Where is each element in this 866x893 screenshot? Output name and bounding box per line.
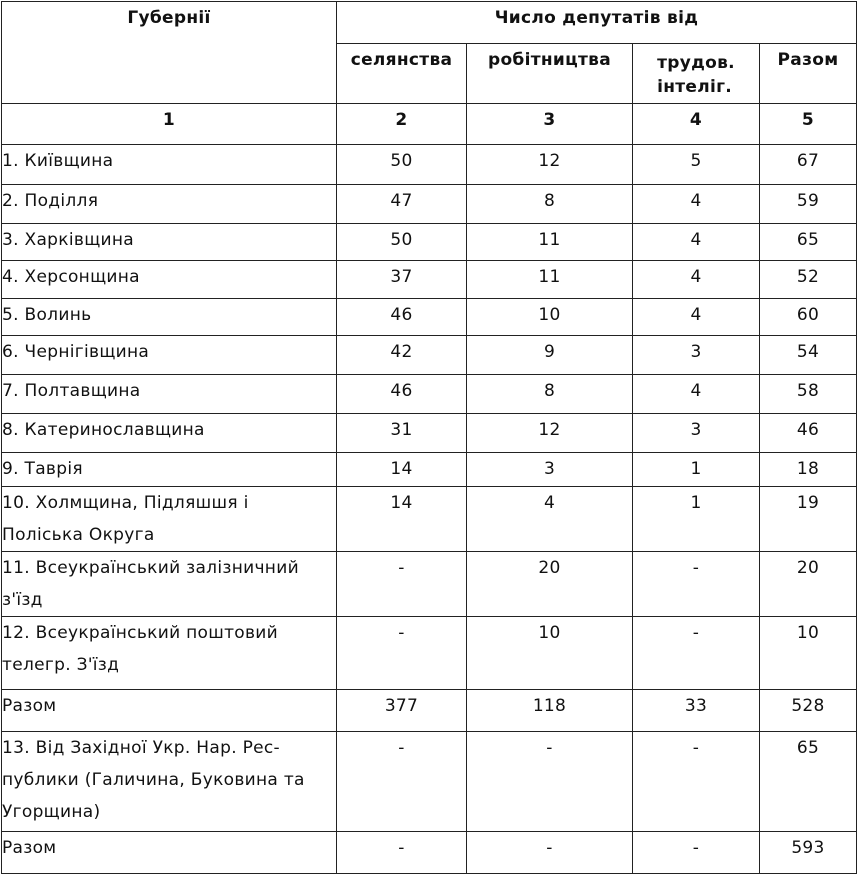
region-name-line: Угорщина) <box>2 802 101 822</box>
intel-value: 3 <box>633 414 760 453</box>
header-intel-line2: інтеліг. <box>657 77 733 97</box>
column-number: 2 <box>337 104 467 145</box>
region-name <box>2 732 337 832</box>
total-value: 528 <box>760 690 857 732</box>
total-value: 59 <box>760 185 857 224</box>
total-value: 60 <box>760 299 857 336</box>
total-value: 20 <box>760 552 857 617</box>
header-intel-line1: трудов. <box>657 53 735 73</box>
workers-value: 3 <box>467 453 633 487</box>
table-row <box>2 414 857 453</box>
intel-value: 5 <box>633 145 760 185</box>
region-name: 4. Херсонщина <box>2 261 337 299</box>
table-row <box>2 336 857 375</box>
table-row <box>2 185 857 224</box>
total-value: 46 <box>760 414 857 453</box>
column-number: 1 <box>2 104 337 145</box>
total-value: 10 <box>760 617 857 690</box>
peasants-value: 377 <box>337 690 467 732</box>
region-name-line: 13. Від Західної Укр. Нар. Рес- <box>2 738 280 758</box>
grand-total-label: Разом <box>2 832 337 874</box>
table-row <box>2 552 857 617</box>
column-number: 4 <box>633 104 760 145</box>
region-name: 2. Поділля <box>2 185 337 224</box>
intel-value: - <box>633 832 760 874</box>
workers-value: 9 <box>467 336 633 375</box>
region-name <box>2 487 337 552</box>
region-name <box>2 552 337 617</box>
region-name-line: 11. Всеукраїнський залізничний <box>2 558 299 578</box>
region-name <box>2 617 337 690</box>
peasants-value: - <box>337 732 467 832</box>
region-name: 5. Волинь <box>2 299 337 336</box>
header-group: Число депутатів від <box>337 2 857 44</box>
header-peasants: селянства <box>337 44 467 104</box>
workers-value: 10 <box>467 617 633 690</box>
region-name-line: 10. Холмщина, Підляшшя і <box>2 493 249 513</box>
peasants-value: - <box>337 832 467 874</box>
total-value: 65 <box>760 224 857 261</box>
workers-value: 20 <box>467 552 633 617</box>
table-row <box>2 261 857 299</box>
total-value: 65 <box>760 732 857 832</box>
workers-value: 8 <box>467 185 633 224</box>
intel-value: - <box>633 552 760 617</box>
peasants-value: 50 <box>337 224 467 261</box>
region-name-line: Поліська Округа <box>2 525 155 545</box>
intel-value: 4 <box>633 375 760 414</box>
intel-value: 4 <box>633 224 760 261</box>
intel-value: 33 <box>633 690 760 732</box>
intel-value: 4 <box>633 261 760 299</box>
intel-value: - <box>633 617 760 690</box>
table-row <box>2 487 857 552</box>
region-name-line: телегр. З'їзд <box>2 655 120 675</box>
peasants-value: - <box>337 617 467 690</box>
workers-value: 4 <box>467 487 633 552</box>
header-workers: робітництва <box>467 44 633 104</box>
total-value: 19 <box>760 487 857 552</box>
workers-value: 8 <box>467 375 633 414</box>
header-intel <box>633 44 760 104</box>
total-value: 67 <box>760 145 857 185</box>
header-region: Губернії <box>2 2 337 104</box>
header-row <box>2 2 857 44</box>
peasants-value: 47 <box>337 185 467 224</box>
region-name: 7. Полтавщина <box>2 375 337 414</box>
table-row <box>2 145 857 185</box>
region-name: 6. Чернігівщина <box>2 336 337 375</box>
region-name-line: 12. Всеукраїнський поштовий <box>2 623 279 643</box>
table-row <box>2 617 857 690</box>
peasants-value: 37 <box>337 261 467 299</box>
grand-total-row <box>2 832 857 874</box>
intel-value: 3 <box>633 336 760 375</box>
intel-value: - <box>633 732 760 832</box>
table-row <box>2 375 857 414</box>
region-name-line: публики (Галичина, Буковина та <box>2 770 305 790</box>
region-name-line: з'їзд <box>2 590 43 610</box>
region-name: 8. Катеринославщина <box>2 414 337 453</box>
intel-value: 1 <box>633 453 760 487</box>
peasants-value: 31 <box>337 414 467 453</box>
peasants-value: 14 <box>337 453 467 487</box>
workers-value: 12 <box>467 414 633 453</box>
workers-value: - <box>467 832 633 874</box>
total-value: 54 <box>760 336 857 375</box>
header-total: Разом <box>760 44 857 104</box>
table-row <box>2 732 857 832</box>
subtotal-label: Разом <box>2 690 337 732</box>
region-name: 9. Таврія <box>2 453 337 487</box>
region-name: 3. Харківщина <box>2 224 337 261</box>
total-value: 593 <box>760 832 857 874</box>
total-value: 58 <box>760 375 857 414</box>
workers-value: 118 <box>467 690 633 732</box>
column-number: 5 <box>760 104 857 145</box>
total-value: 52 <box>760 261 857 299</box>
subtotal-row <box>2 690 857 732</box>
workers-value: 10 <box>467 299 633 336</box>
column-number-row <box>2 104 857 145</box>
intel-value: 1 <box>633 487 760 552</box>
table-row <box>2 224 857 261</box>
peasants-value: - <box>337 552 467 617</box>
peasants-value: 14 <box>337 487 467 552</box>
peasants-value: 46 <box>337 375 467 414</box>
workers-value: - <box>467 732 633 832</box>
workers-value: 11 <box>467 224 633 261</box>
peasants-value: 42 <box>337 336 467 375</box>
intel-value: 4 <box>633 185 760 224</box>
workers-value: 11 <box>467 261 633 299</box>
deputies-table <box>1 1 857 874</box>
column-number: 3 <box>467 104 633 145</box>
peasants-value: 50 <box>337 145 467 185</box>
peasants-value: 46 <box>337 299 467 336</box>
intel-value: 4 <box>633 299 760 336</box>
workers-value: 12 <box>467 145 633 185</box>
region-name: 1. Київщина <box>2 145 337 185</box>
table-row <box>2 453 857 487</box>
total-value: 18 <box>760 453 857 487</box>
table-row <box>2 299 857 336</box>
